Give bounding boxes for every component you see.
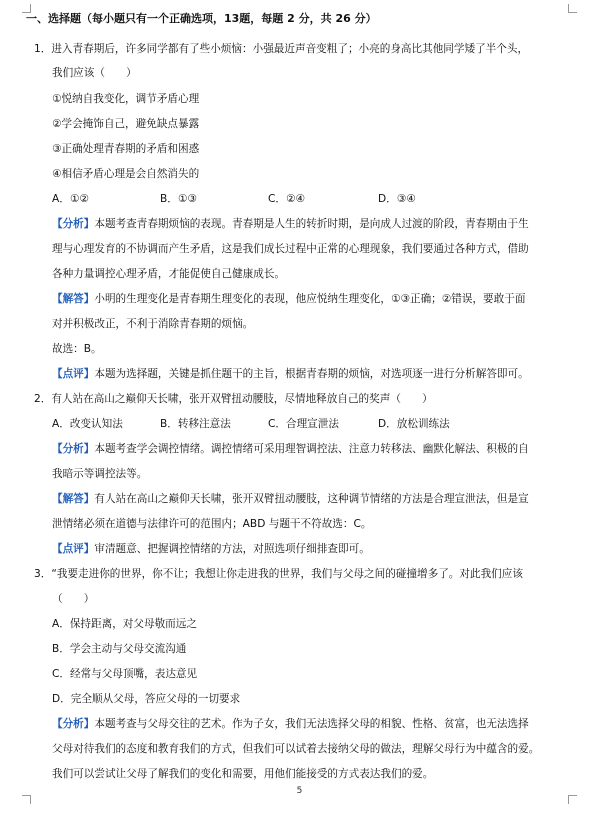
q3-option-c: C．经常与父母顶嘴，表达意见	[52, 668, 198, 680]
q2-analysis-line-2: 我暗示等调控法等。	[52, 468, 148, 480]
q3-option-d: D．完全顺从父母，答应父母的一切要求	[52, 693, 241, 705]
q1-analysis-line-3: 各种力量调控心理矛盾，才能促使自己健康成长。	[52, 268, 286, 280]
q2-analysis-text-1: 本题考查学会调控情绪。调控情绪可采用理智调控法、注意力转移法、幽默化解法、积极的自	[94, 443, 529, 455]
q1-analysis-text-1: 本题考查青春期烦恼的表现。青春期是人生的转折时期，是向成人过渡的阶段，青春期由于生	[94, 218, 529, 230]
q1-solution-line-1	[52, 292, 525, 306]
q2-solution-tag: 【解答】	[52, 493, 95, 505]
q1-analysis-line-2: 理与心理发育的不协调而产生矛盾，这是我们成长过程中正常的心理现象，我们要通过各种方式，借助	[52, 243, 529, 255]
q1-solution-text-1: 小明的生理变化是青春期生理变化的表现，他应悦纳生理变化，①③正确；②错误，要敢于面	[94, 293, 526, 305]
q2-option-c: C．合理宣泄法	[268, 418, 339, 430]
q1-solution-tag: 【解答】	[52, 293, 95, 305]
q2-analysis-line-1	[52, 442, 529, 456]
q3-analysis-tag: 【分析】	[52, 718, 95, 730]
q3-analysis-line-2: 父母对待我们的态度和教育我们的方式，但我们可以试着去接纳父母的做法，理解父母行为中蕴含的爱。	[52, 743, 540, 755]
q2-option-d: D．放松训练法	[378, 418, 450, 430]
q1-option-c: C．②④	[268, 193, 305, 205]
q1-item-1: ①悦纳自我变化，调节矛盾心理	[52, 93, 200, 105]
q1-stem-line-1: 1．进入青春期后，许多同学都有了些小烦恼：小强最近声音变粗了；小亮的身高比其他同学矮了半个头，	[34, 43, 529, 55]
corner-mark-top-right	[568, 4, 577, 13]
q3-stem-line-1: 3．“我要走进你的世界，你不让；我想让你走进我的世界，我们与父母之间的碰撞增多了。对此我们应该	[34, 568, 523, 580]
q1-analysis-line-1	[52, 217, 529, 231]
q2-option-b: B．转移注意法	[160, 418, 231, 430]
q2-option-a: A．改变认知法	[52, 418, 123, 430]
corner-mark-bottom-left	[22, 795, 31, 804]
q1-option-b: B．①③	[160, 193, 197, 205]
q2-solution-text-1: 有人站在高山之巅仰天长啸，张开双臂扭动腰肢，这种调节情绪的方法是合理宣泄法，但是宣	[94, 493, 529, 505]
q2-analysis-tag: 【分析】	[52, 443, 95, 455]
q2-solution-line-2: 泄情绪必须在道德与法律许可的范围内；ABD 与题干不符故选：C。	[52, 518, 372, 530]
q3-option-a: A．保持距离，对父母敬而远之	[52, 618, 197, 630]
q1-comment-tag: 【点评】	[52, 368, 95, 380]
q3-analysis-text-1: 本题考查与父母交往的艺术。作为子女，我们无法选择父母的相貌、性格、贫富，也无法选择	[94, 718, 529, 730]
q2-stem-line-1: 2．有人站在高山之巅仰天长啸，张开双臂扭动腰肢，尽情地释放自己的奖声（ ）	[34, 393, 433, 405]
q1-option-a: A．①②	[52, 193, 89, 205]
corner-mark-bottom-right	[568, 795, 577, 804]
section-title: 一、选择题（每小题只有一个正确选项，13题，每题 2 分，共 26 分）	[26, 12, 377, 25]
q1-item-2: ②学会掩饰自己，避免缺点暴露	[52, 118, 200, 130]
q1-comment-text-1: 本题为选择题，关键是抓住题干的主旨，根据青春期的烦恼，对选项逐一进行分析解答即可。	[94, 368, 529, 380]
q2-solution-line-1	[52, 492, 529, 506]
q2-comment-tag: 【点评】	[52, 543, 95, 555]
q1-comment-line-1	[52, 367, 529, 381]
q3-analysis-line-1	[52, 717, 529, 731]
q1-answer: 故选：B。	[52, 343, 102, 355]
q2-comment-text-1: 审清题意、把握调控情绪的方法，对照选项仔细排查即可。	[94, 543, 370, 555]
q1-option-d: D．③④	[378, 193, 416, 205]
q3-analysis-line-3: 我们可以尝试让父母了解我们的变化和需要，用他们能接受的方式表达我们的爱。	[52, 768, 434, 780]
page-number: 5	[296, 786, 303, 796]
q1-solution-line-2: 对并积极改正，不利于消除青春期的烦恼。	[52, 318, 254, 330]
q1-analysis-tag: 【分析】	[52, 218, 95, 230]
q3-stem-line-2: （ ）	[52, 593, 95, 605]
q1-item-4: ④相信矛盾心理是会自然消失的	[52, 168, 200, 180]
q3-option-b: B．学会主动与父母交流沟通	[52, 643, 187, 655]
q1-item-3: ③正确处理青春期的矛盾和困惑	[52, 143, 200, 155]
q1-stem-line-2: 我们应该（ ）	[52, 67, 137, 79]
q2-comment-line-1	[52, 542, 370, 556]
